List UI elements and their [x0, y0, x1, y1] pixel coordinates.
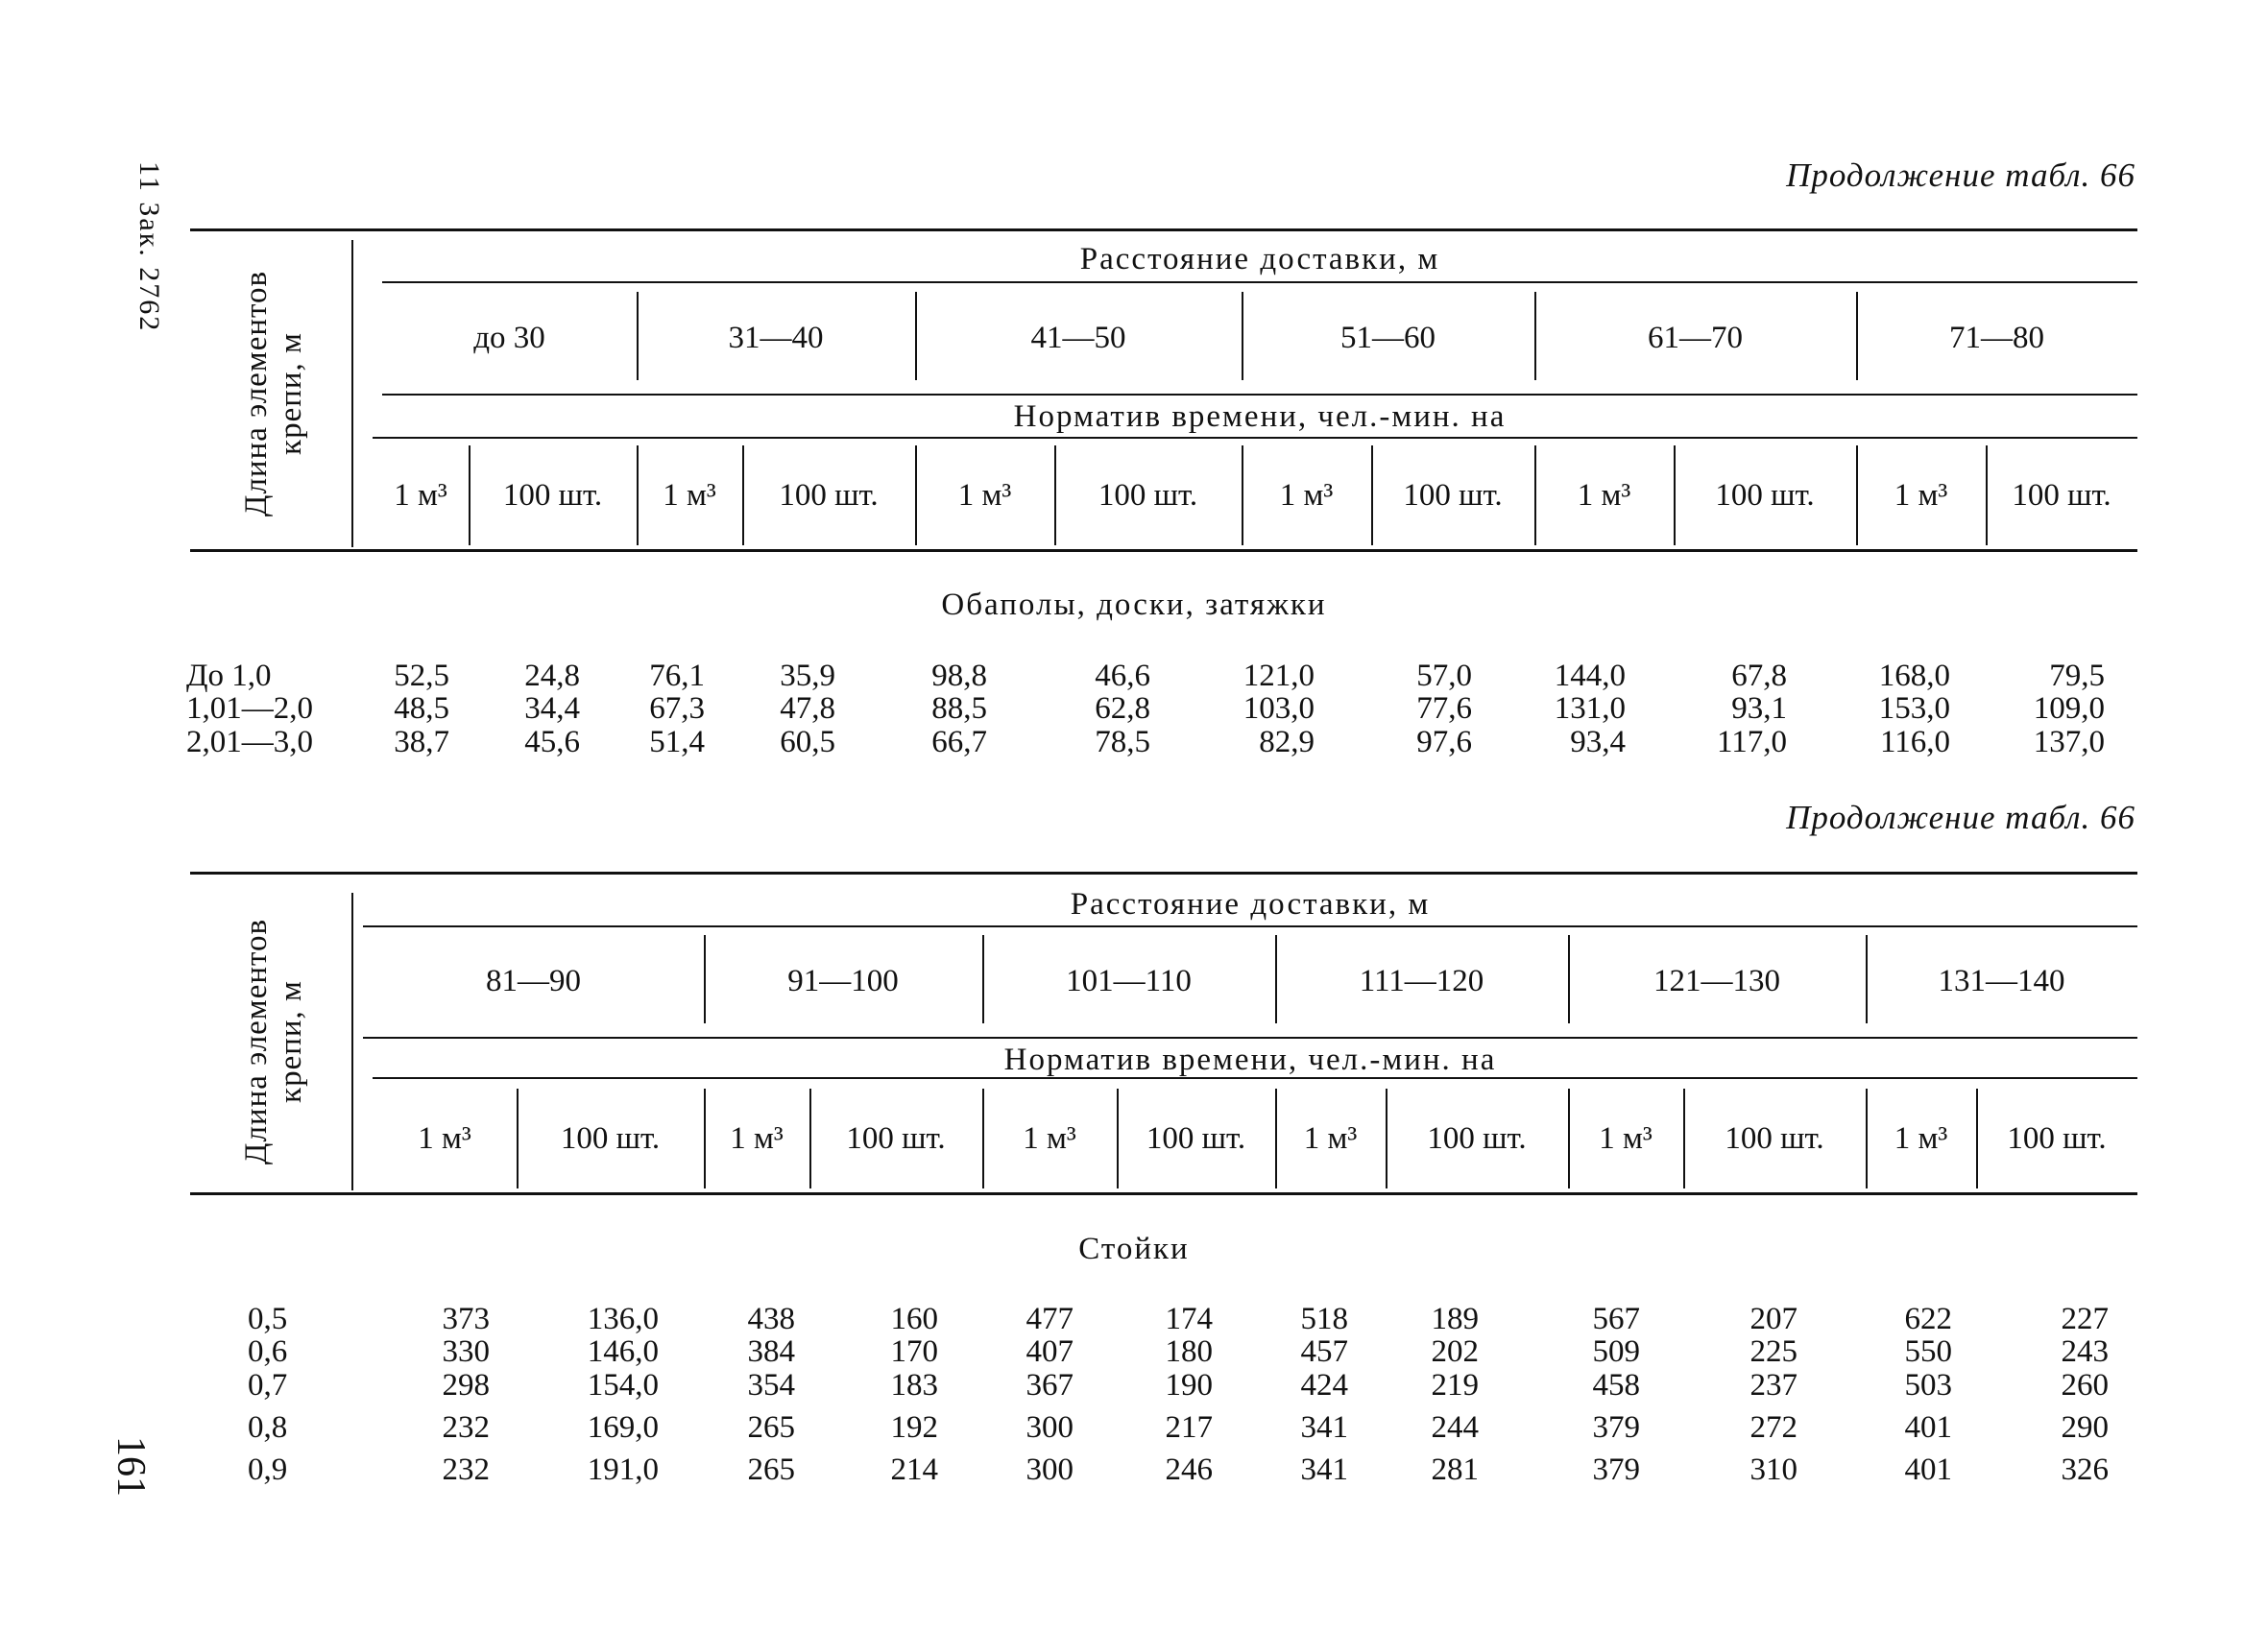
table-cell: 401 — [1904, 1410, 1952, 1445]
table-cell: 121,0 — [1243, 659, 1315, 693]
table-cell: 300 — [1025, 1452, 1074, 1487]
margin-note: 11 Зак. 2762 — [133, 161, 165, 333]
range-cell: 101—110 — [1066, 964, 1192, 998]
table-cell: 117,0 — [1716, 725, 1787, 759]
table-cell: 169,0 — [587, 1410, 659, 1445]
column-divider — [704, 935, 706, 1023]
table-cell: 424 — [1300, 1368, 1348, 1403]
table-cell: 260 — [2061, 1368, 2109, 1403]
table-row — [0, 1302, 2268, 1334]
column-divider — [704, 1089, 706, 1188]
table2-section-title: Стойки — [1078, 1232, 1190, 1266]
column-divider — [1568, 935, 1570, 1023]
table-cell: 401 — [1904, 1452, 1952, 1487]
unit-100pcs: 100 шт. — [1146, 1121, 1246, 1156]
column-divider — [915, 445, 917, 545]
table-cell: 341 — [1300, 1410, 1348, 1445]
column-divider — [982, 1089, 984, 1188]
column-divider — [1856, 445, 1858, 545]
table-cell: 60,5 — [780, 725, 835, 759]
column-divider — [637, 292, 639, 380]
table-cell: 354 — [747, 1368, 795, 1403]
table-cell: 518 — [1300, 1302, 1348, 1336]
table-cell: 373 — [442, 1302, 490, 1336]
table-cell: 103,0 — [1243, 691, 1315, 726]
table-cell: 109,0 — [2033, 691, 2105, 726]
table-cell: 232 — [442, 1452, 490, 1487]
row-label: 0,9 — [248, 1452, 288, 1487]
column-divider — [469, 445, 470, 545]
distance-header: Расстояние доставки, м — [1079, 242, 1440, 276]
unit-m3: 1 м³ — [663, 478, 716, 513]
range-cell: 61—70 — [1648, 321, 1743, 355]
table-cell: 330 — [442, 1334, 490, 1369]
column-divider — [1866, 1089, 1868, 1188]
column-divider — [809, 1089, 811, 1188]
column-divider — [1674, 445, 1676, 545]
table-cell: 244 — [1431, 1410, 1479, 1445]
table-cell: 217 — [1165, 1410, 1213, 1445]
column-divider — [517, 1089, 519, 1188]
unit-100pcs: 100 шт. — [502, 478, 603, 513]
table-cell: 192 — [890, 1410, 938, 1445]
table-cell: 93,1 — [1731, 691, 1787, 726]
row-label: До 1,0 — [186, 659, 272, 693]
table-cell: 76,1 — [649, 659, 705, 693]
column-divider — [1568, 1089, 1570, 1188]
unit-m3: 1 м³ — [1894, 478, 1948, 513]
table-cell: 438 — [747, 1302, 795, 1336]
table-cell: 57,0 — [1416, 659, 1472, 693]
unit-m3: 1 м³ — [418, 1121, 471, 1156]
unit-100pcs: 100 шт. — [779, 478, 879, 513]
column-divider — [1534, 292, 1536, 380]
unit-m3: 1 м³ — [394, 478, 447, 513]
table-cell: 66,7 — [931, 725, 987, 759]
table-cell: 46,6 — [1095, 659, 1150, 693]
column-divider — [1866, 935, 1868, 1023]
column-divider — [1371, 445, 1373, 545]
unit-m3: 1 м³ — [1279, 478, 1334, 513]
table-cell: 51,4 — [649, 725, 705, 759]
range-cell: 91—100 — [787, 964, 899, 998]
range-cell: 31—40 — [728, 321, 824, 355]
row-header: Длина элементов крепи, м — [239, 270, 309, 517]
table-row — [0, 659, 2268, 691]
table1-section-title: Обаполы, доски, затяжки — [941, 588, 1327, 622]
table-cell: 214 — [890, 1452, 938, 1487]
table-cell: 88,5 — [931, 691, 987, 726]
table-cell: 137,0 — [2033, 725, 2105, 759]
column-divider — [1534, 445, 1536, 545]
table-cell: 191,0 — [587, 1452, 659, 1487]
table-cell: 567 — [1592, 1302, 1640, 1336]
row-label: 0,8 — [248, 1410, 288, 1445]
unit-100pcs: 100 шт. — [1427, 1121, 1527, 1156]
table-cell: 407 — [1025, 1334, 1074, 1369]
table-cell: 477 — [1025, 1302, 1074, 1336]
table-cell: 174 — [1165, 1302, 1213, 1336]
range-cell: 131—140 — [1938, 964, 2065, 998]
table-cell: 35,9 — [780, 659, 835, 693]
table-cell: 160 — [890, 1302, 938, 1336]
table-cell: 78,5 — [1095, 725, 1150, 759]
table-cell: 341 — [1300, 1452, 1348, 1487]
table-cell: 62,8 — [1095, 691, 1150, 726]
table-cell: 52,5 — [394, 659, 449, 693]
table-cell: 281 — [1431, 1452, 1479, 1487]
unit-100pcs: 100 шт. — [2012, 478, 2111, 513]
table-row — [0, 691, 2268, 724]
unit-m3: 1 м³ — [1577, 478, 1631, 513]
table-cell: 272 — [1749, 1410, 1798, 1445]
column-divider — [637, 445, 639, 545]
table-cell: 168,0 — [1878, 659, 1950, 693]
column-divider — [1275, 1089, 1277, 1188]
table-cell: 219 — [1431, 1368, 1479, 1403]
row-label: 2,01—3,0 — [186, 725, 313, 759]
column-divider — [1275, 935, 1277, 1023]
table-cell: 265 — [747, 1452, 795, 1487]
unit-100pcs: 100 шт. — [1715, 478, 1815, 513]
unit-100pcs: 100 шт. — [1725, 1121, 1824, 1156]
table-row — [0, 1368, 2268, 1401]
table-cell: 290 — [2061, 1410, 2109, 1445]
table-cell: 48,5 — [394, 691, 449, 726]
table-cell: 67,8 — [1731, 659, 1787, 693]
table-cell: 189 — [1431, 1302, 1479, 1336]
page-number: 161 — [109, 1436, 153, 1497]
range-cell: 51—60 — [1340, 321, 1436, 355]
table-cell: 243 — [2061, 1334, 2109, 1369]
table-cell: 77,6 — [1416, 691, 1472, 726]
table-row — [0, 1334, 2268, 1367]
column-divider — [1386, 1089, 1387, 1188]
table-cell: 47,8 — [780, 691, 835, 726]
range-cell: 111—120 — [1359, 964, 1484, 998]
unit-m3: 1 м³ — [957, 478, 1012, 513]
table-cell: 98,8 — [931, 659, 987, 693]
unit-100pcs: 100 шт. — [560, 1121, 661, 1156]
unit-100pcs: 100 шт. — [2007, 1121, 2107, 1156]
table-cell: 170 — [890, 1334, 938, 1369]
unit-100pcs: 100 шт. — [1098, 478, 1198, 513]
column-divider — [1242, 445, 1243, 545]
table-cell: 93,4 — [1570, 725, 1626, 759]
column-divider — [1986, 445, 1988, 545]
table-cell: 24,8 — [524, 659, 580, 693]
table-cell: 227 — [2061, 1302, 2109, 1336]
table-cell: 550 — [1904, 1334, 1952, 1369]
table-cell: 225 — [1749, 1334, 1798, 1369]
table1-header — [190, 228, 2137, 555]
table-cell: 154,0 — [587, 1368, 659, 1403]
table-cell: 237 — [1749, 1368, 1798, 1403]
table-cell: 207 — [1749, 1302, 1798, 1336]
table-cell: 79,5 — [2049, 659, 2105, 693]
distance-header: Расстояние доставки, м — [1070, 887, 1431, 922]
column-divider — [1242, 292, 1243, 380]
table-cell: 379 — [1592, 1410, 1640, 1445]
table-cell: 246 — [1165, 1452, 1213, 1487]
norm-header: Норматив времени, чел.-мин. на — [1013, 399, 1507, 434]
table-cell: 45,6 — [524, 725, 580, 759]
table-cell: 458 — [1592, 1368, 1640, 1403]
table-cell: 326 — [2061, 1452, 2109, 1487]
column-divider — [1683, 1089, 1685, 1188]
table-cell: 144,0 — [1554, 659, 1626, 693]
table-cell: 310 — [1749, 1452, 1798, 1487]
table-cell: 622 — [1904, 1302, 1952, 1336]
table-cell: 232 — [442, 1410, 490, 1445]
table-cell: 136,0 — [587, 1302, 659, 1336]
range-cell: 41—50 — [1030, 321, 1126, 355]
unit-m3: 1 м³ — [1894, 1121, 1948, 1156]
table-cell: 97,6 — [1416, 725, 1472, 759]
table-cell: 38,7 — [394, 725, 449, 759]
norm-header: Норматив времени, чел.-мин. на — [1003, 1043, 1497, 1077]
unit-100pcs: 100 шт. — [846, 1121, 946, 1156]
column-divider — [1054, 445, 1056, 545]
row-label: 1,01—2,0 — [186, 691, 313, 726]
table-row — [0, 725, 2268, 757]
column-divider — [1976, 1089, 1978, 1188]
column-divider — [1117, 1089, 1119, 1188]
table-cell: 82,9 — [1259, 725, 1315, 759]
table-cell: 379 — [1592, 1452, 1640, 1487]
unit-m3: 1 м³ — [1303, 1121, 1358, 1156]
unit-100pcs: 100 шт. — [1403, 478, 1503, 513]
table-cell: 183 — [890, 1368, 938, 1403]
range-cell: до 30 — [473, 321, 545, 355]
row-label: 0,5 — [248, 1302, 288, 1336]
range-cell: 81—90 — [486, 964, 581, 998]
table-cell: 67,3 — [649, 691, 705, 726]
table-cell: 180 — [1165, 1334, 1213, 1369]
range-cell: 71—80 — [1949, 321, 2044, 355]
row-label: 0,7 — [248, 1368, 288, 1403]
table-row — [0, 1452, 2268, 1485]
table2-header — [190, 872, 2137, 1198]
column-divider — [982, 935, 984, 1023]
table-cell: 190 — [1165, 1368, 1213, 1403]
table-cell: 300 — [1025, 1410, 1074, 1445]
unit-m3: 1 м³ — [730, 1121, 784, 1156]
unit-m3: 1 м³ — [1023, 1121, 1076, 1156]
table-row — [0, 1410, 2268, 1443]
row-label: 0,6 — [248, 1334, 288, 1369]
unit-m3: 1 м³ — [1599, 1121, 1653, 1156]
table-cell: 131,0 — [1554, 691, 1626, 726]
table-cell: 153,0 — [1878, 691, 1950, 726]
table1-caption: Продолжение табл. 66 — [1786, 156, 2135, 194]
table-cell: 34,4 — [524, 691, 580, 726]
table2-caption: Продолжение табл. 66 — [1786, 799, 2135, 836]
table-cell: 298 — [442, 1368, 490, 1403]
table-cell: 384 — [747, 1334, 795, 1369]
table-cell: 116,0 — [1879, 725, 1950, 759]
table-cell: 503 — [1904, 1368, 1952, 1403]
row-header: Длина элементов крепи, м — [239, 918, 309, 1165]
table-cell: 367 — [1025, 1368, 1074, 1403]
column-divider — [742, 445, 744, 545]
table-cell: 509 — [1592, 1334, 1640, 1369]
column-divider — [915, 292, 917, 380]
table-cell: 457 — [1300, 1334, 1348, 1369]
table-cell: 265 — [747, 1410, 795, 1445]
column-divider — [1856, 292, 1858, 380]
table-cell: 202 — [1431, 1334, 1479, 1369]
table-cell: 146,0 — [587, 1334, 659, 1369]
range-cell: 121—130 — [1653, 964, 1780, 998]
